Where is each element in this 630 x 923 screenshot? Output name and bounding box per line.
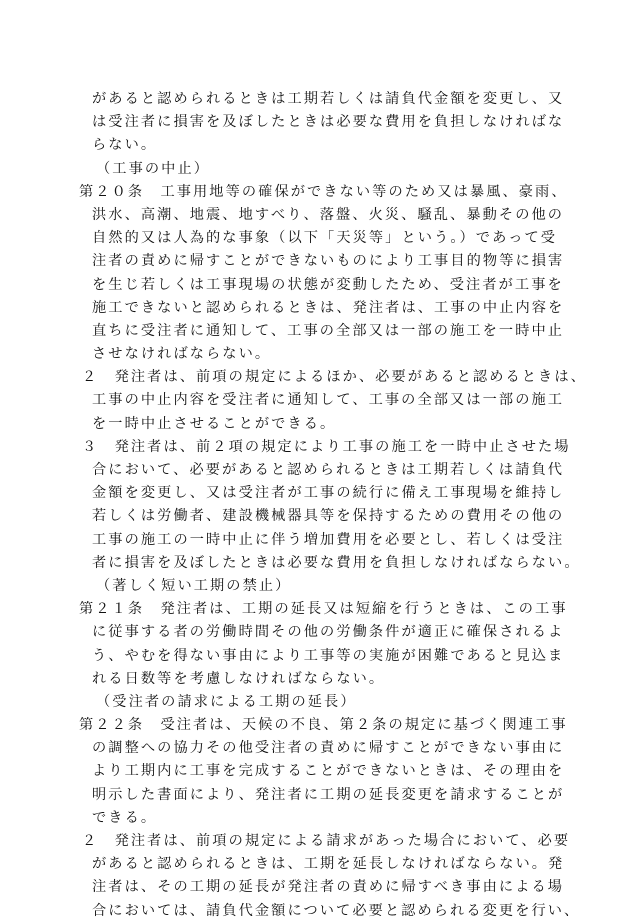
text-line: 工事の中止内容を受注者に通知して、工事の全部又は一部の施工 (92, 392, 565, 409)
text-line: 合においては、請負代金額について必要と認められる変更を行い、 (92, 902, 581, 919)
text-line: を生じ若しくは工事現場の状態が変動したため、受注者が工事を (92, 276, 564, 293)
text-line: を一時中止させることができる。 (92, 415, 337, 432)
section-heading: （工事の中止） (96, 160, 211, 177)
paragraph-line: ２ 発注者は、前項の規定による請求があった場合において、必要 (82, 833, 571, 849)
article-line: 第２１条 発注者は、工期の延長又は短縮を行うときは、この工事 (79, 601, 568, 618)
article-line: 第２０条 工事用地等の確保ができない等のため又は暴風、豪雨、 (79, 183, 568, 200)
text-line: 洪水、高潮、地震、地すべり、落盤、火災、騒乱、暴動その他の (92, 206, 565, 223)
text-line: の調整への協力その他受注者の責めに帰すことができない事由に (92, 740, 565, 757)
text-line: 若しくは労働者、建設機械器具等を保持するための費用その他の (92, 508, 565, 525)
text-line: 自然的又は人為的な事象（以下「天災等」という。）であって受 (92, 230, 558, 247)
text-line: があると認められるときは工期若しくは請負代金額を変更し、又 (92, 91, 565, 107)
article-line: 第２２条 受注者は、天候の不良、第２条の規定に基づく関連工事 (79, 717, 568, 734)
text-line: できる。 (92, 809, 158, 826)
text-line: があると認められるときは、工期を延長しなければならない。発 (92, 856, 565, 873)
text-line: 注者の責めに帰すことができないものにより工事目的物等に損害 (92, 253, 565, 270)
text-line: 金額を変更し、又は受注者が工事の続行に備え工事現場を維持し (92, 485, 565, 502)
text-line: 合において、必要があると認められるときは工期若しくは請負代 (92, 462, 565, 478)
text-line: 直ちに受注者に通知して、工事の全部又は一部の施工を一時中止 (92, 322, 565, 339)
section-heading: （著しく短い工期の禁止） (96, 577, 292, 594)
text-line: 明示した書面により、発注者に工期の延長変更を請求することが (92, 786, 565, 803)
section-heading: （受注者の請求による工期の延長） (96, 693, 357, 710)
text-line: させなければならない。 (92, 346, 272, 363)
text-line: れる日数等を考慮しなければならない。 (92, 670, 386, 687)
paragraph-line: ２ 発注者は、前項の規定によるほか、必要があると認めるときは、 (82, 369, 587, 386)
paragraph-line: ３ 発注者は、前２項の規定により工事の施工を一時中止させた場 (82, 438, 571, 455)
text-line: らない。 (92, 137, 158, 154)
text-line: より工期内に工事を完成することができないときは、その理由を (92, 763, 565, 780)
text-line: 施工できないと認められるときは、発注者は、工事の中止内容を (92, 299, 565, 316)
text-line: 工事の施工の一時中止に伴う増加費用を必要とし、若しくは受注 (92, 531, 565, 548)
document-page (0, 88, 630, 923)
text-line: 注者は、その工期の延長が発注者の責めに帰すべき事由による場 (92, 879, 565, 896)
text-line: う、やむを得ない事由により工事等の実施が困難であると見込ま (92, 647, 565, 664)
text-line: は受注者に損害を及ぼしたときは必要な費用を負担しなければな (92, 114, 565, 131)
text-line: に従事する者の労働時間その他の労働条件が適正に確保されるよ (92, 624, 565, 641)
text-line: 者に損害を及ぼしたときは必要な費用を負担しなければならない。 (92, 554, 581, 571)
